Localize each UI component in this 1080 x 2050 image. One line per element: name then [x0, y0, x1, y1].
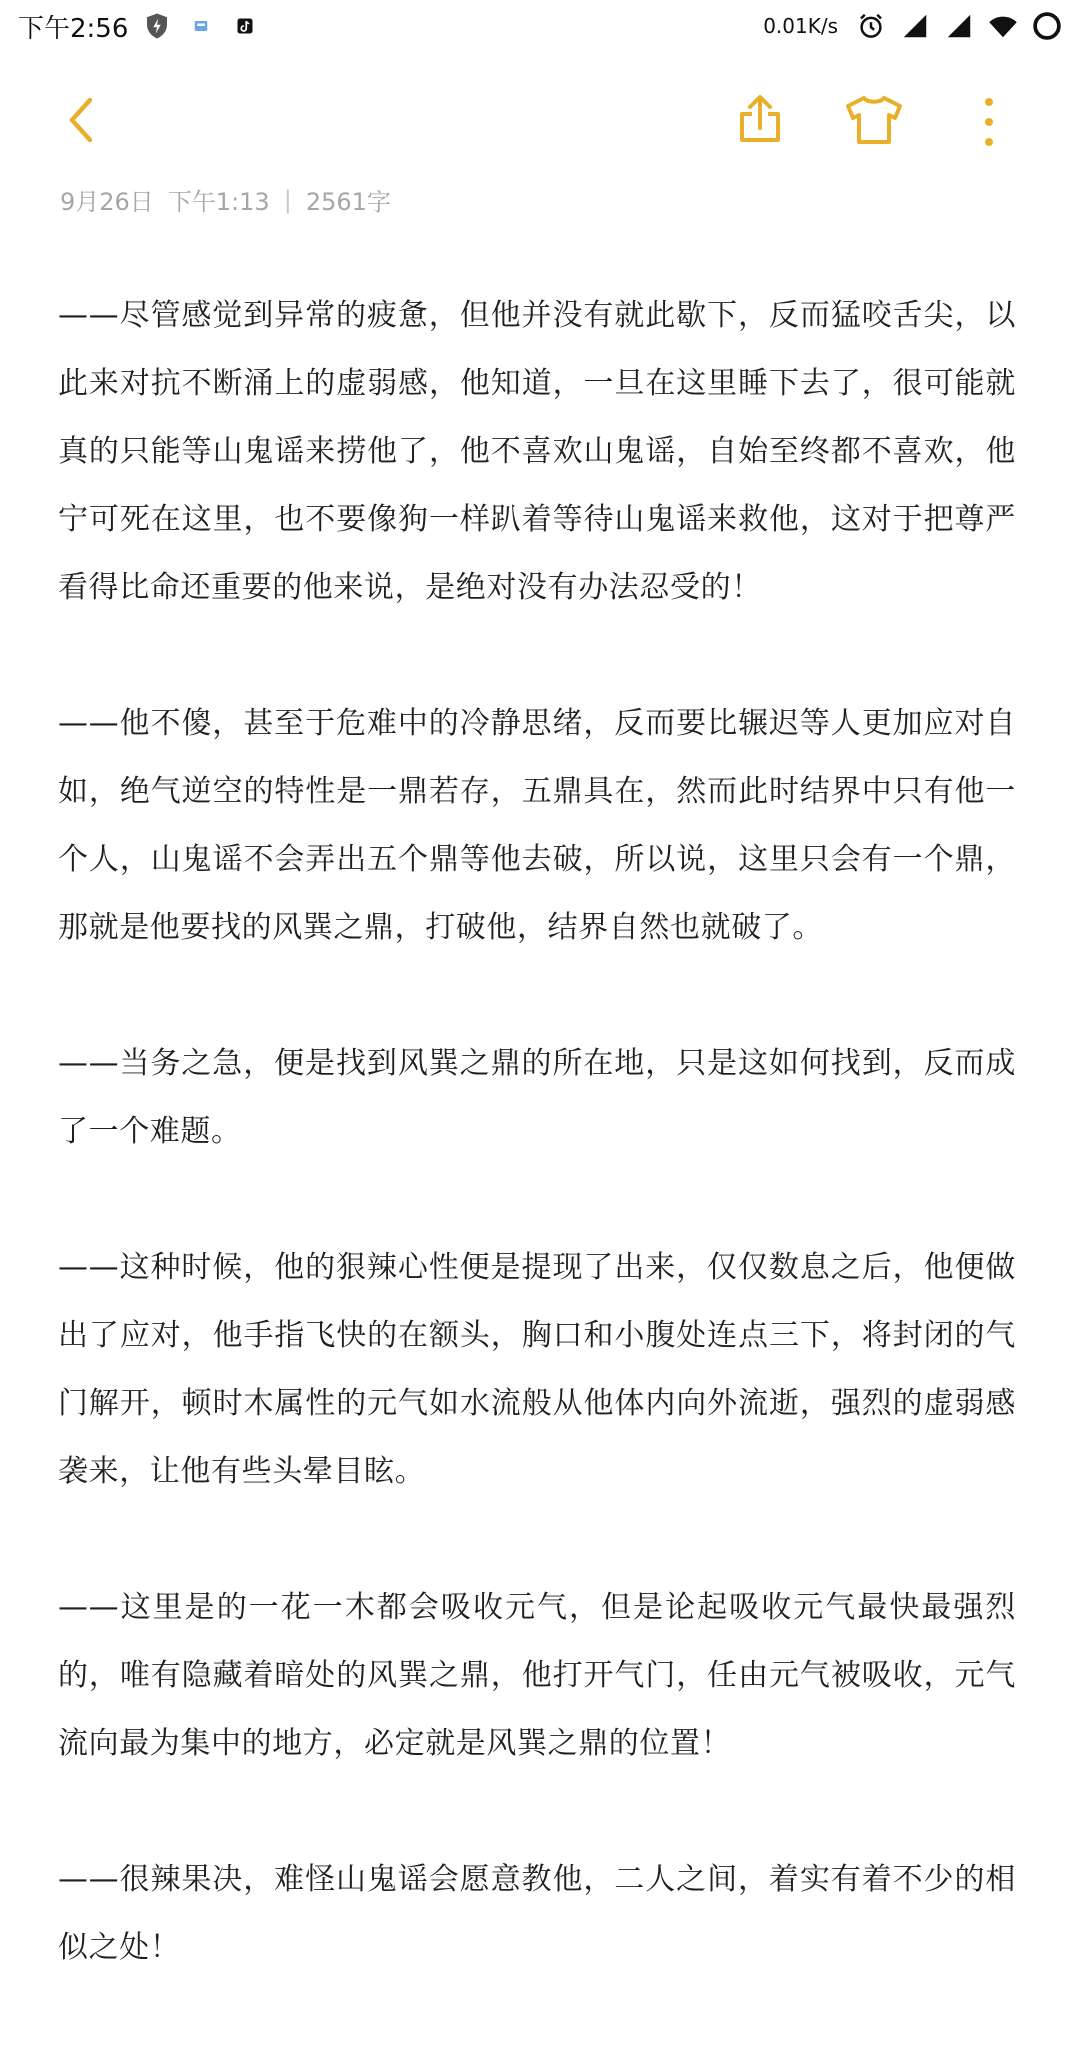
word-count: 2561字: [305, 188, 391, 216]
signal-icon-2: [944, 11, 974, 41]
wifi-icon: [988, 11, 1018, 41]
note-meta: [60, 182, 391, 217]
paragraph: ——他不傻，甚至于危难中的冷静思绪，反而要比辗迟等人更加应对自如，绝气逆空的特性是一鼎若存，五鼎具在，然而此时结界中只有他一个人，山鬼谣不会弄出五个鼎等他去破，所以说，这里只会有一个鼎，那就是他要找的风巽之鼎，打破他，结界自然也就破了。: [58, 706, 1016, 945]
back-button[interactable]: [60, 90, 100, 150]
theme-button[interactable]: [842, 92, 906, 148]
tshirt-icon: [842, 92, 906, 148]
note-body[interactable]: [58, 282, 1016, 2050]
status-right: [763, 11, 1062, 41]
paragraph: ——这里是的一花一木都会吸收元气，但是论起吸收元气最快最强烈的，唯有隐藏着暗处的风巽之鼎，他打开气门，任由元气被吸收，元气流向最为集中的地方，必定就是风巽之鼎的位置！: [58, 1590, 1016, 1761]
signal-icon: [900, 11, 930, 41]
status-bar: [0, 0, 1080, 52]
status-time: 下午2:56: [18, 13, 129, 44]
network-speed: 0.01K/s: [763, 14, 838, 38]
note-time: 下午1:13: [167, 188, 270, 216]
paragraph: ——这种时候，他的狠辣心性便是提现了出来，仅仅数息之后，他便做出了应对，他手指飞快的在额头，胸口和小腹处连点三下，将封闭的气门解开，顿时木属性的元气如水流般从他体内向外流逝，强烈的虚弱感袭来，让他有些头晕目眩。: [58, 1250, 1016, 1489]
battery-icon: [1032, 11, 1062, 41]
note-toolbar: [0, 82, 1080, 158]
chevron-left-icon: [60, 90, 100, 150]
app-notification-icon: [186, 11, 216, 41]
paragraph: ——尽管感觉到异常的疲惫，但他并没有就此歇下，反而猛咬舌尖，以此来对抗不断涌上的虚弱感，他知道，一旦在这里睡下去了，很可能就真的只能等山鬼谣来捞他了，他不喜欢山鬼谣，自始至终都不喜欢，他宁可死在这里，也不要像狗一样趴着等待山鬼谣来救他，这对于把尊严看得比命还重要的他来说，是绝对没有办法忍受的！: [58, 298, 1016, 605]
more-vertical-icon: [974, 94, 1004, 150]
meta-separator: |: [283, 185, 292, 214]
status-left: [18, 8, 260, 45]
more-options-button[interactable]: [974, 94, 1004, 150]
paragraph: ——很辣果决，难怪山鬼谣会愿意教他，二人之间，着实有着不少的相似之处！: [58, 1862, 1016, 1965]
share-button[interactable]: [732, 92, 788, 148]
tiktok-icon: [230, 11, 260, 41]
alarm-icon: [856, 11, 886, 41]
shield-bolt-icon: [142, 11, 172, 41]
share-icon: [732, 92, 788, 148]
paragraph: ——当务之急，便是找到风巽之鼎的所在地，只是这如何找到，反而成了一个难题。: [58, 1046, 1016, 1149]
note-date: 9月26日: [60, 188, 154, 216]
